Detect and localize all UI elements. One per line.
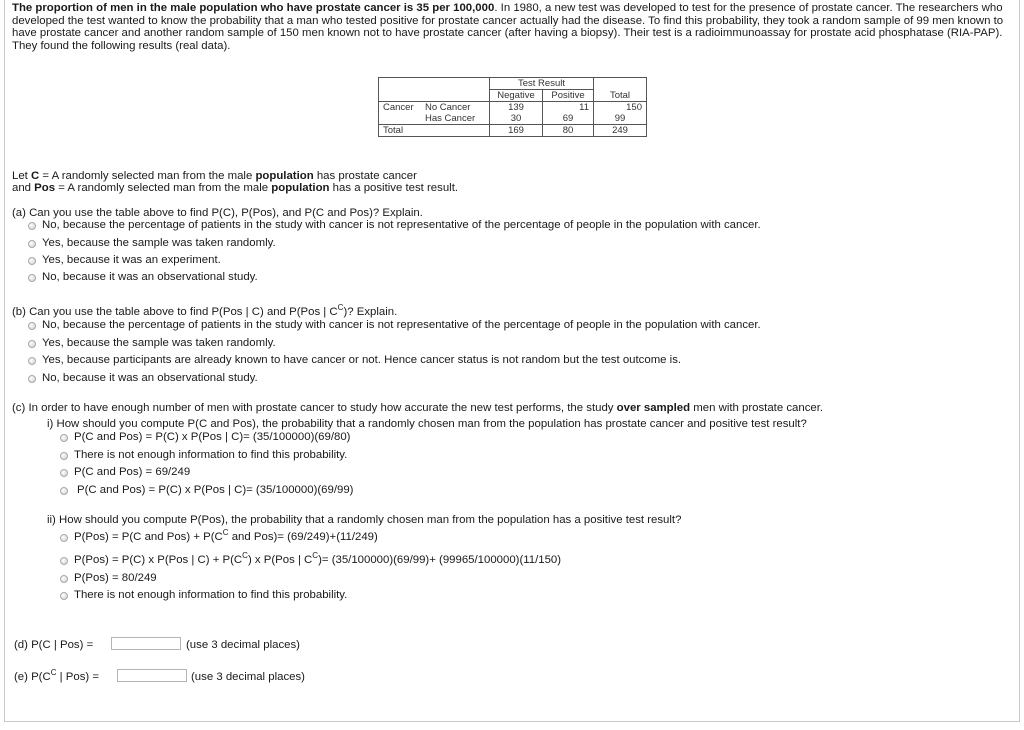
answer-e-input[interactable] [117,669,187,682]
radio-button[interactable] [28,322,36,330]
radio-button[interactable] [60,592,68,600]
table-header-total: Total [594,90,647,102]
option-label: No, because it was an observational study. [42,372,258,384]
radio-button[interactable] [60,469,68,477]
question-b: (b) Can you use the table above to find P(Pos | C) and P(Pos | $C^C$)? Explain. [12,303,398,318]
table-cell: 69 [543,113,594,125]
radio-button[interactable] [60,452,68,460]
radio-button[interactable] [28,357,36,365]
table-cell: 30 [490,113,543,125]
question-e-label: (e) $P(C^C$ | Pos) = [14,668,100,683]
question-c: (c) In order to have enough number of men with prostate cancer to study how accurate the new test performs, the study over sampled men with prostate cancer. [12,402,824,414]
table-cell: 169 [490,125,543,137]
problem-intro [12,2,1012,52]
table-corner-top2 [421,78,490,90]
table-cell: 150 [594,102,647,114]
option-label: P(Pos) = 80/249 [74,572,157,584]
question-e-hint: (use 3 decimal places) [191,671,305,683]
radio-button[interactable] [28,257,36,265]
table-cell: 139 [490,102,543,114]
intro-text: . In 1980, a new test was developed to test for the presence of prostate cancer. The researchers who developed the test wanted to know the probability that a man who tested positive for prostate cancer actually had the disease. To find this probability, they took a random sample of 99 men known to have prostate cancer and another random sample of 150 men known not to have prostate cancer (after having a biopsy). Their test is a radioimmunoassay for prostate acid phosphatase (RIA-PAP). They found the following results (real data). [12,2,1004,52]
radio-button[interactable] [28,240,36,248]
table-row-label-total: Total [379,125,422,137]
question-c-i: i) How should you compute P(C and Pos), the probability that a randomly chosen man from the population has prostate cancer and positive test result? [47,418,807,430]
option-label: Yes, because the sample was taken randomly. [42,237,276,249]
option-label: Yes, because participants are already known to have cancer or not. Hence cancer status is not random but the test outcome is. [42,354,682,366]
table-cell: 11 [543,102,594,114]
option-label: Yes, because it was an experiment. [42,254,221,266]
radio-button[interactable] [60,487,68,495]
table-row-label-has-cancer: Has Cancer [421,113,490,125]
table-header-positive: Positive [543,90,594,102]
intro-bold-lead: The proportion of men in the male population who have prostate cancer is 35 per 100,000 [12,2,495,14]
table-header-negative: Negative [490,90,543,102]
question-a: (a) Can you use the table above to find P(C), P(Pos), and P(C and Pos)? Explain. [12,207,423,219]
table-header-test-result: Test Result [490,78,594,90]
table-corner-top [379,78,422,90]
table-blank-3 [379,113,422,125]
question-d-label: (d) P(C | Pos) = [14,639,94,651]
table-header-blank [594,78,647,90]
table-blank-4 [421,125,490,137]
answer-d-input[interactable] [111,637,181,650]
option-label: No, because the percentage of patients in the study with cancer is not representative of the percentage of people in the population with cancer. [42,219,761,231]
option-label: Yes, because the sample was taken randomly. [42,337,276,349]
option-label: P(C and Pos) = 69/249 [74,466,191,478]
option-label: No, because it was an observational study. [42,271,258,283]
table-blank-2 [421,90,490,102]
radio-button[interactable] [28,340,36,348]
option-label: P(C and Pos) = P(C) x P(Pos | C)= (35/100000)(69/99) [77,484,354,496]
table-cell: 99 [594,113,647,125]
definition-c: Let C = A randomly selected man from the male population has prostate cancer [12,170,417,182]
option-label: P(Pos) = P(C) x P(Pos | $C) + P(C^C)$ x P(Pos | $C^C)= (35/100000)(69/99)+ (99965/100000)(11/150)$ [74,551,562,566]
option-label: There is not enough information to find this probability. [74,589,348,601]
table-row-label-cancer: Cancer [379,102,422,114]
option-label: P(C and Pos) = P(C) x P(Pos | C)= (35/100000)(69/80) [74,431,351,443]
option-label: P(Pos) = P(C and $Pos) + P(C^C$ and Pos)= (69/249)+(11/249) [74,528,378,543]
radio-button[interactable] [60,534,68,542]
radio-button[interactable] [28,274,36,282]
table-cell: 80 [543,125,594,137]
results-table [378,77,647,137]
table-blank-1 [379,90,422,102]
question-c-ii: ii) How should you compute P(Pos), the probability that a randomly chosen man from the population has a positive test result? [47,514,682,526]
option-label: No, because the percentage of patients in the study with cancer is not representative of the percentage of people in the population with cancer. [42,319,761,331]
radio-button[interactable] [60,434,68,442]
radio-button[interactable] [28,222,36,230]
table-cell: 249 [594,125,647,137]
radio-button[interactable] [60,575,68,583]
table-row-label-no-cancer: No Cancer [425,102,471,113]
radio-button[interactable] [60,557,68,565]
option-label: There is not enough information to find this probability. [74,449,348,461]
radio-button[interactable] [28,375,36,383]
definition-pos: and Pos = A randomly selected man from the male population has a positive test result. [12,182,459,194]
question-d-hint: (use 3 decimal places) [186,639,300,651]
